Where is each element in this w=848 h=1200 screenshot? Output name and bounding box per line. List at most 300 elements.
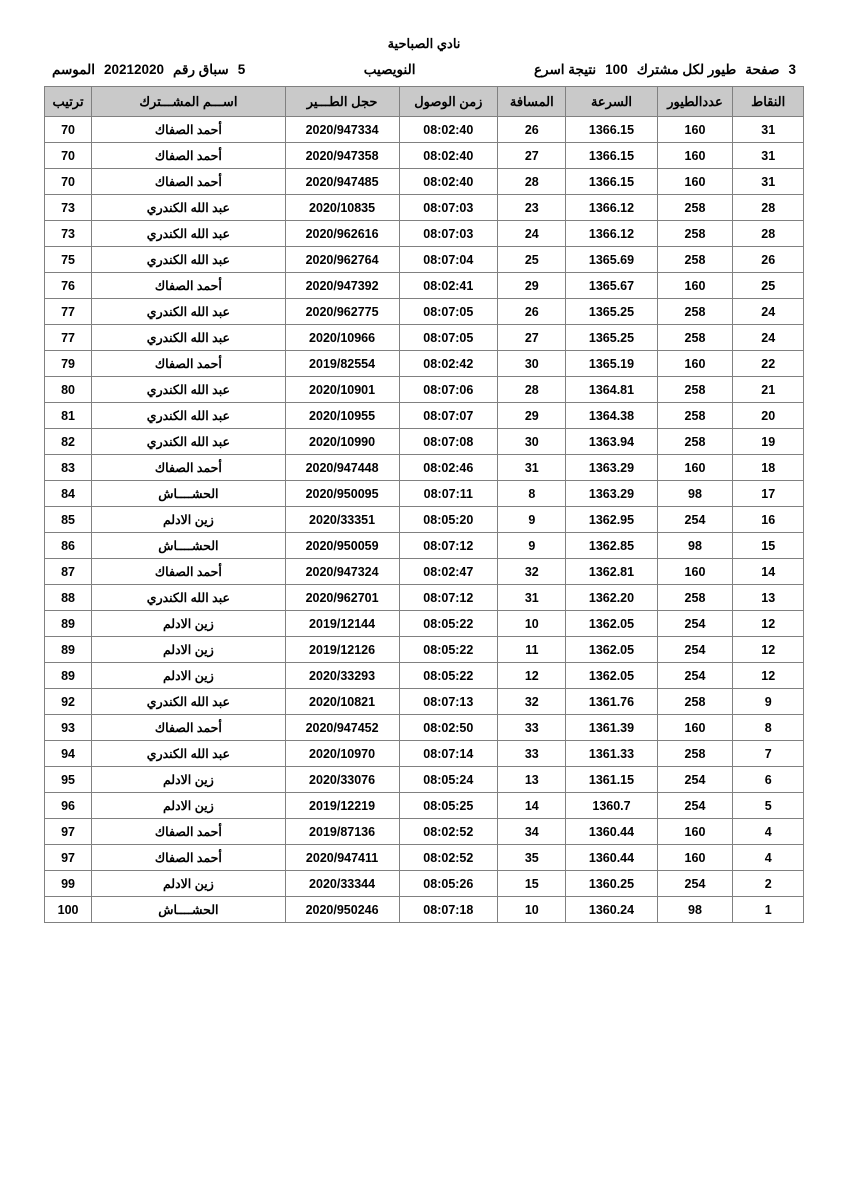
cell-distance: 26 — [498, 299, 566, 325]
cell-rank: 81 — [45, 403, 92, 429]
cell-distance: 28 — [498, 377, 566, 403]
release-point: النويصيب — [363, 62, 416, 77]
cell-speed: 1366.15 — [566, 169, 657, 195]
cell-rank: 79 — [45, 351, 92, 377]
cell-birds: 98 — [657, 897, 733, 923]
cell-birds: 258 — [657, 741, 733, 767]
cell-arrival-time: 08:05:20 — [399, 507, 498, 533]
cell-arrival-time: 08:07:07 — [399, 403, 498, 429]
cell-points: 31 — [733, 169, 804, 195]
cell-distance: 28 — [498, 169, 566, 195]
cell-member-name: زين الادلم — [92, 793, 286, 819]
cell-speed: 1365.25 — [566, 299, 657, 325]
cell-member-name: عبد الله الكندري — [92, 325, 286, 351]
cell-birds: 254 — [657, 767, 733, 793]
cell-birds: 160 — [657, 273, 733, 299]
table-row — [45, 715, 804, 741]
cell-arrival-time: 08:02:40 — [399, 169, 498, 195]
cell-rank: 86 — [45, 533, 92, 559]
cell-arrival-time: 08:07:12 — [399, 533, 498, 559]
cell-rank: 77 — [45, 325, 92, 351]
cell-points: 19 — [733, 429, 804, 455]
cell-arrival-time: 08:07:05 — [399, 299, 498, 325]
cell-speed: 1362.85 — [566, 533, 657, 559]
page-label: صفحة — [745, 62, 780, 77]
cell-arrival-time: 08:07:12 — [399, 585, 498, 611]
table-row — [45, 663, 804, 689]
cell-ring: 2020/962775 — [285, 299, 399, 325]
results-table — [44, 86, 804, 923]
table-row — [45, 273, 804, 299]
table-row — [45, 845, 804, 871]
cell-ring: 2020/33351 — [285, 507, 399, 533]
cell-arrival-time: 08:02:52 — [399, 845, 498, 871]
table-row — [45, 897, 804, 923]
cell-arrival-time: 08:02:41 — [399, 273, 498, 299]
cell-member-name: أحمد الصفاك — [92, 143, 286, 169]
cell-speed: 1360.44 — [566, 819, 657, 845]
cell-distance: 25 — [498, 247, 566, 273]
cell-distance: 12 — [498, 663, 566, 689]
cell-points: 31 — [733, 143, 804, 169]
cell-ring: 2020/962616 — [285, 221, 399, 247]
season-race-info — [52, 62, 245, 78]
cell-rank: 75 — [45, 247, 92, 273]
cell-arrival-time: 08:07:03 — [399, 195, 498, 221]
cell-rank: 93 — [45, 715, 92, 741]
cell-distance: 32 — [498, 689, 566, 715]
cell-birds: 258 — [657, 195, 733, 221]
cell-member-name: زين الادلم — [92, 871, 286, 897]
cell-arrival-time: 08:07:18 — [399, 897, 498, 923]
cell-ring: 2020/10901 — [285, 377, 399, 403]
cell-points: 12 — [733, 663, 804, 689]
cell-speed: 1361.33 — [566, 741, 657, 767]
cell-ring: 2019/87136 — [285, 819, 399, 845]
cell-member-name: الحشــــاش — [92, 897, 286, 923]
cell-ring: 2020/10966 — [285, 325, 399, 351]
cell-ring: 2020/947411 — [285, 845, 399, 871]
cell-ring: 2019/82554 — [285, 351, 399, 377]
table-row — [45, 195, 804, 221]
cell-rank: 100 — [45, 897, 92, 923]
cell-ring: 2020/10990 — [285, 429, 399, 455]
cell-ring: 2020/947448 — [285, 455, 399, 481]
cell-birds: 258 — [657, 377, 733, 403]
cell-rank: 89 — [45, 637, 92, 663]
cell-speed: 1363.94 — [566, 429, 657, 455]
cell-birds: 254 — [657, 507, 733, 533]
column-header-speed: السرعة — [566, 87, 657, 117]
table-row — [45, 767, 804, 793]
cell-birds: 258 — [657, 325, 733, 351]
cell-speed: 1364.81 — [566, 377, 657, 403]
cell-member-name: عبد الله الكندري — [92, 221, 286, 247]
table-row — [45, 481, 804, 507]
season-label: الموسم — [52, 62, 95, 77]
cell-distance: 23 — [498, 195, 566, 221]
cell-arrival-time: 08:05:24 — [399, 767, 498, 793]
cell-points: 28 — [733, 221, 804, 247]
cell-birds: 98 — [657, 481, 733, 507]
cell-arrival-time: 08:07:14 — [399, 741, 498, 767]
cell-birds: 160 — [657, 559, 733, 585]
cell-arrival-time: 08:07:06 — [399, 377, 498, 403]
cell-birds: 160 — [657, 117, 733, 143]
cell-member-name: الحشــــاش — [92, 481, 286, 507]
cell-member-name: أحمد الصفاك — [92, 845, 286, 871]
cell-points: 5 — [733, 793, 804, 819]
cell-arrival-time: 08:02:52 — [399, 819, 498, 845]
table-row — [45, 637, 804, 663]
table-row — [45, 793, 804, 819]
cell-ring: 2019/12219 — [285, 793, 399, 819]
cell-rank: 73 — [45, 195, 92, 221]
cell-rank: 85 — [45, 507, 92, 533]
table-row — [45, 741, 804, 767]
cell-rank: 92 — [45, 689, 92, 715]
cell-arrival-time: 08:02:46 — [399, 455, 498, 481]
cell-birds: 258 — [657, 299, 733, 325]
table-row — [45, 611, 804, 637]
cell-ring: 2020/33076 — [285, 767, 399, 793]
cell-arrival-time: 08:05:22 — [399, 663, 498, 689]
cell-speed: 1366.15 — [566, 117, 657, 143]
cell-speed: 1361.15 — [566, 767, 657, 793]
cell-speed: 1363.29 — [566, 455, 657, 481]
cell-birds: 254 — [657, 611, 733, 637]
table-row — [45, 351, 804, 377]
cell-arrival-time: 08:02:47 — [399, 559, 498, 585]
cell-ring: 2020/962764 — [285, 247, 399, 273]
cell-distance: 31 — [498, 455, 566, 481]
cell-birds: 160 — [657, 845, 733, 871]
cell-member-name: زين الادلم — [92, 767, 286, 793]
cell-distance: 11 — [498, 637, 566, 663]
cell-rank: 83 — [45, 455, 92, 481]
table-row — [45, 585, 804, 611]
cell-distance: 24 — [498, 221, 566, 247]
cell-distance: 29 — [498, 403, 566, 429]
cell-arrival-time: 08:05:26 — [399, 871, 498, 897]
cell-ring: 2020/962701 — [285, 585, 399, 611]
race-meta-row — [44, 62, 804, 78]
cell-arrival-time: 08:07:03 — [399, 221, 498, 247]
cell-member-name: عبد الله الكندري — [92, 403, 286, 429]
cell-member-name: أحمد الصفاك — [92, 351, 286, 377]
cell-birds: 258 — [657, 689, 733, 715]
cell-arrival-time: 08:05:22 — [399, 637, 498, 663]
cell-arrival-time: 08:07:08 — [399, 429, 498, 455]
cell-distance: 33 — [498, 715, 566, 741]
cell-rank: 95 — [45, 767, 92, 793]
season-value: 20212020 — [103, 62, 165, 77]
cell-speed: 1362.05 — [566, 611, 657, 637]
cell-birds: 160 — [657, 169, 733, 195]
cell-rank: 73 — [45, 221, 92, 247]
column-header-points: النقاط — [733, 87, 804, 117]
cell-birds: 258 — [657, 429, 733, 455]
cell-ring: 2020/947392 — [285, 273, 399, 299]
cell-ring: 2020/33293 — [285, 663, 399, 689]
cell-distance: 9 — [498, 507, 566, 533]
cell-birds: 254 — [657, 793, 733, 819]
cell-rank: 97 — [45, 819, 92, 845]
table-row — [45, 377, 804, 403]
cell-arrival-time: 08:05:25 — [399, 793, 498, 819]
cell-distance: 29 — [498, 273, 566, 299]
cell-birds: 160 — [657, 351, 733, 377]
cell-birds: 258 — [657, 585, 733, 611]
cell-points: 12 — [733, 611, 804, 637]
table-row — [45, 403, 804, 429]
cell-speed: 1361.76 — [566, 689, 657, 715]
cell-speed: 1360.7 — [566, 793, 657, 819]
cell-ring: 2020/10970 — [285, 741, 399, 767]
cell-birds: 160 — [657, 715, 733, 741]
cell-arrival-time: 08:07:11 — [399, 481, 498, 507]
cell-rank: 77 — [45, 299, 92, 325]
cell-member-name: عبد الله الكندري — [92, 299, 286, 325]
cell-rank: 82 — [45, 429, 92, 455]
cell-speed: 1362.81 — [566, 559, 657, 585]
cell-birds: 160 — [657, 819, 733, 845]
table-row — [45, 143, 804, 169]
cell-rank: 84 — [45, 481, 92, 507]
cell-member-name: أحمد الصفاك — [92, 169, 286, 195]
cell-member-name: أحمد الصفاك — [92, 273, 286, 299]
cell-distance: 14 — [498, 793, 566, 819]
cell-rank: 97 — [45, 845, 92, 871]
cell-speed: 1362.05 — [566, 637, 657, 663]
cell-member-name: عبد الله الكندري — [92, 195, 286, 221]
cell-distance: 30 — [498, 429, 566, 455]
table-row — [45, 533, 804, 559]
cell-rank: 76 — [45, 273, 92, 299]
cell-points: 15 — [733, 533, 804, 559]
cell-points: 6 — [733, 767, 804, 793]
cell-rank: 96 — [45, 793, 92, 819]
cell-distance: 33 — [498, 741, 566, 767]
cell-birds: 258 — [657, 247, 733, 273]
cell-points: 31 — [733, 117, 804, 143]
cell-distance: 10 — [498, 611, 566, 637]
cell-points: 7 — [733, 741, 804, 767]
cell-speed: 1366.12 — [566, 221, 657, 247]
cell-speed: 1365.69 — [566, 247, 657, 273]
cell-arrival-time: 08:02:50 — [399, 715, 498, 741]
race-number: 5 — [237, 62, 246, 77]
cell-member-name: أحمد الصفاك — [92, 559, 286, 585]
cell-distance: 15 — [498, 871, 566, 897]
cell-distance: 27 — [498, 325, 566, 351]
fastest-suffix: طيور لكل مشترك — [636, 62, 737, 77]
cell-arrival-time: 08:05:22 — [399, 611, 498, 637]
cell-points: 14 — [733, 559, 804, 585]
cell-points: 1 — [733, 897, 804, 923]
cell-rank: 88 — [45, 585, 92, 611]
table-row — [45, 429, 804, 455]
cell-speed: 1360.44 — [566, 845, 657, 871]
cell-member-name: عبد الله الكندري — [92, 247, 286, 273]
cell-points: 24 — [733, 325, 804, 351]
cell-distance: 27 — [498, 143, 566, 169]
cell-distance: 30 — [498, 351, 566, 377]
cell-points: 9 — [733, 689, 804, 715]
table-row — [45, 819, 804, 845]
cell-ring: 2020/10821 — [285, 689, 399, 715]
cell-speed: 1361.39 — [566, 715, 657, 741]
table-row — [45, 871, 804, 897]
column-header-arrival-time: زمن الوصول — [399, 87, 498, 117]
table-row — [45, 559, 804, 585]
cell-member-name: أحمد الصفاك — [92, 715, 286, 741]
cell-member-name: أحمد الصفاك — [92, 117, 286, 143]
cell-member-name: زين الادلم — [92, 637, 286, 663]
cell-rank: 89 — [45, 663, 92, 689]
cell-rank: 70 — [45, 169, 92, 195]
table-row — [45, 455, 804, 481]
cell-speed: 1363.29 — [566, 481, 657, 507]
cell-birds: 254 — [657, 637, 733, 663]
cell-ring: 2020/950095 — [285, 481, 399, 507]
cell-speed: 1366.15 — [566, 143, 657, 169]
cell-speed: 1360.25 — [566, 871, 657, 897]
cell-member-name: أحمد الصفاك — [92, 819, 286, 845]
cell-speed: 1362.20 — [566, 585, 657, 611]
cell-points: 16 — [733, 507, 804, 533]
table-header-row — [45, 87, 804, 117]
table-row — [45, 325, 804, 351]
cell-member-name: عبد الله الكندري — [92, 377, 286, 403]
cell-speed: 1366.12 — [566, 195, 657, 221]
table-row — [45, 117, 804, 143]
cell-points: 20 — [733, 403, 804, 429]
table-row — [45, 169, 804, 195]
cell-points: 8 — [733, 715, 804, 741]
cell-ring: 2020/33344 — [285, 871, 399, 897]
page-info — [534, 62, 796, 78]
cell-points: 18 — [733, 455, 804, 481]
cell-ring: 2019/12144 — [285, 611, 399, 637]
cell-points: 24 — [733, 299, 804, 325]
cell-points: 17 — [733, 481, 804, 507]
cell-speed: 1365.67 — [566, 273, 657, 299]
cell-ring: 2020/10835 — [285, 195, 399, 221]
column-header-rank: ترتيب — [45, 87, 92, 117]
cell-speed: 1362.95 — [566, 507, 657, 533]
cell-member-name: عبد الله الكندري — [92, 741, 286, 767]
cell-rank: 99 — [45, 871, 92, 897]
cell-ring: 2020/947334 — [285, 117, 399, 143]
cell-rank: 94 — [45, 741, 92, 767]
cell-distance: 8 — [498, 481, 566, 507]
cell-distance: 9 — [498, 533, 566, 559]
cell-member-name: عبد الله الكندري — [92, 689, 286, 715]
cell-speed: 1360.24 — [566, 897, 657, 923]
cell-arrival-time: 08:02:40 — [399, 143, 498, 169]
cell-points: 22 — [733, 351, 804, 377]
cell-arrival-time: 08:07:13 — [399, 689, 498, 715]
cell-member-name: عبد الله الكندري — [92, 429, 286, 455]
cell-ring: 2020/950059 — [285, 533, 399, 559]
cell-member-name: زين الادلم — [92, 507, 286, 533]
cell-points: 12 — [733, 637, 804, 663]
table-row — [45, 247, 804, 273]
cell-speed: 1365.19 — [566, 351, 657, 377]
fastest-label: نتيجة اسرع — [533, 62, 597, 77]
cell-ring: 2020/10955 — [285, 403, 399, 429]
cell-birds: 254 — [657, 871, 733, 897]
table-row — [45, 507, 804, 533]
cell-speed: 1365.25 — [566, 325, 657, 351]
table-row — [45, 689, 804, 715]
cell-birds: 254 — [657, 663, 733, 689]
cell-rank: 70 — [45, 143, 92, 169]
cell-arrival-time: 08:02:42 — [399, 351, 498, 377]
cell-points: 28 — [733, 195, 804, 221]
cell-distance: 26 — [498, 117, 566, 143]
cell-points: 4 — [733, 819, 804, 845]
cell-ring: 2020/947324 — [285, 559, 399, 585]
cell-distance: 34 — [498, 819, 566, 845]
cell-ring: 2020/947452 — [285, 715, 399, 741]
cell-points: 13 — [733, 585, 804, 611]
cell-arrival-time: 08:07:04 — [399, 247, 498, 273]
cell-rank: 80 — [45, 377, 92, 403]
cell-birds: 98 — [657, 533, 733, 559]
cell-speed: 1364.38 — [566, 403, 657, 429]
column-header-birds: عددالطيور — [657, 87, 733, 117]
cell-birds: 258 — [657, 221, 733, 247]
cell-rank: 89 — [45, 611, 92, 637]
cell-birds: 258 — [657, 403, 733, 429]
race-label: سباق رقم — [173, 62, 229, 77]
cell-points: 25 — [733, 273, 804, 299]
cell-arrival-time: 08:02:40 — [399, 117, 498, 143]
column-header-member-name: اســـم المشـــترك — [92, 87, 286, 117]
cell-ring: 2020/950246 — [285, 897, 399, 923]
cell-distance: 31 — [498, 585, 566, 611]
cell-member-name: الحشــــاش — [92, 533, 286, 559]
fastest-value: 100 — [605, 62, 628, 77]
cell-member-name: عبد الله الكندري — [92, 585, 286, 611]
cell-points: 2 — [733, 871, 804, 897]
cell-member-name: أحمد الصفاك — [92, 455, 286, 481]
cell-ring: 2020/947358 — [285, 143, 399, 169]
page-number: 3 — [788, 62, 796, 77]
cell-distance: 13 — [498, 767, 566, 793]
cell-points: 4 — [733, 845, 804, 871]
cell-ring: 2020/947485 — [285, 169, 399, 195]
results-table-body — [45, 117, 804, 923]
cell-ring: 2019/12126 — [285, 637, 399, 663]
club-title: نادي الصباحية — [387, 36, 461, 51]
cell-birds: 160 — [657, 455, 733, 481]
cell-rank: 87 — [45, 559, 92, 585]
cell-arrival-time: 08:07:05 — [399, 325, 498, 351]
cell-points: 21 — [733, 377, 804, 403]
table-row — [45, 299, 804, 325]
cell-distance: 35 — [498, 845, 566, 871]
table-row — [45, 221, 804, 247]
cell-points: 26 — [733, 247, 804, 273]
cell-speed: 1362.05 — [566, 663, 657, 689]
column-header-ring: حجل الطـــير — [285, 87, 399, 117]
cell-distance: 32 — [498, 559, 566, 585]
cell-member-name: زين الادلم — [92, 611, 286, 637]
cell-birds: 160 — [657, 143, 733, 169]
